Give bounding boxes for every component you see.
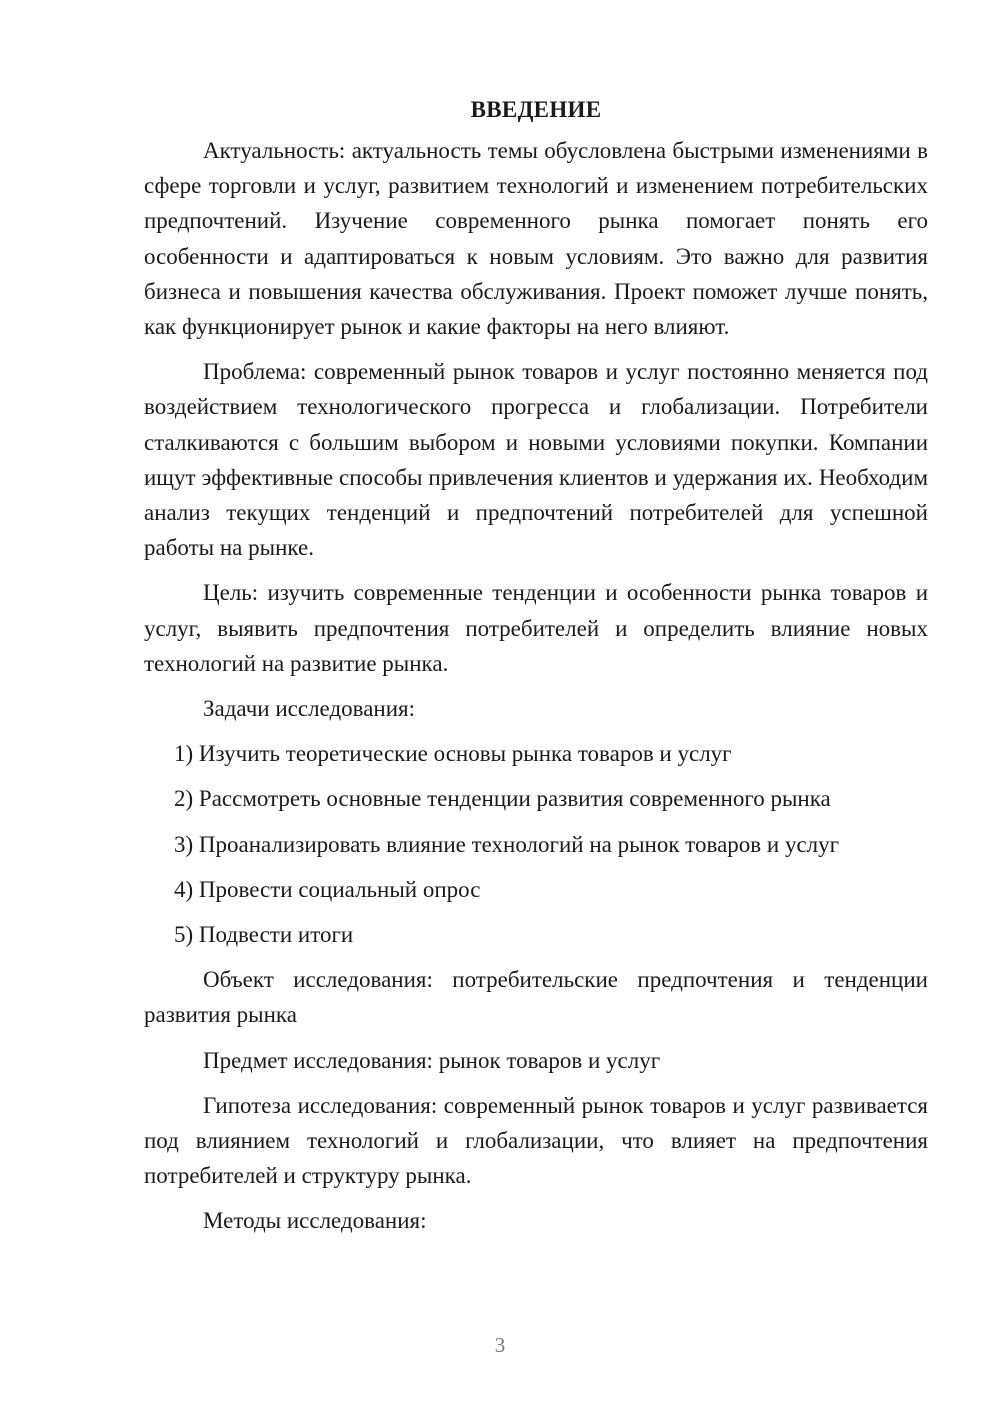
task-item: 4) Провести социальный опрос xyxy=(174,876,481,902)
task-item: 1) Изучить теоретические основы рынка товаров и услуг xyxy=(174,741,732,767)
task-item: 2) Рассмотреть основные тенденции развития современного рынка xyxy=(174,786,831,812)
task-item: 5) Подвести итоги xyxy=(174,922,354,948)
tasks-heading: Задачи исследования: xyxy=(203,696,416,722)
page-title: ВВЕДЕНИЕ xyxy=(470,97,602,122)
goal-paragraph: Цель: изучить современные тенденции и особенности рынка товаров и услуг, выявить предпочтения потребителей и определить влияние новых технологий на развитие рынка. xyxy=(144,580,928,676)
subject-paragraph: Предмет исследования: рынок товаров и услуг xyxy=(203,1047,661,1073)
task-item: 3) Проанализировать влияние технологий на рынок товаров и услуг xyxy=(174,831,840,857)
tasks-list xyxy=(144,736,928,952)
object-paragraph: Объект исследования: потребительские предпочтения и тенденции развития рынка xyxy=(144,967,928,1028)
problem-paragraph: Проблема: современный рынок товаров и услуг постоянно меняется под воздействием технологического прогресса и глобализации. Потребители сталкиваются с большим выбором и новыми условиями покупки. Компании ищут эффективные способы привлечения клиентов и удержания их. Необходим анализ текущих тенденций и предпочтений потребителей для успешной работы на рынке. xyxy=(144,359,928,561)
methods-heading: Методы исследования: xyxy=(203,1208,427,1234)
hypothesis-paragraph: Гипотеза исследования: современный рынок товаров и услуг развивается под влиянием технологий и глобализации, что влияет на предпочтения потребителей и структуру рынка. xyxy=(144,1092,928,1189)
document-page xyxy=(144,92,928,1249)
page-number: 3 xyxy=(494,1333,506,1357)
relevance-paragraph: Актуальность: актуальность темы обусловлена быстрыми изменениями в сфере торговли и услуг, развитием технологий и изменением потребительских предпочтений. Изучение современного рынка помогает понять его особенности и адаптироваться к новым условиям. Это важно для развития бизнеса и повышения качества обслуживания. Проект поможет лучше понять, как функционирует рынок и какие факторы на него влияют. xyxy=(144,138,928,340)
